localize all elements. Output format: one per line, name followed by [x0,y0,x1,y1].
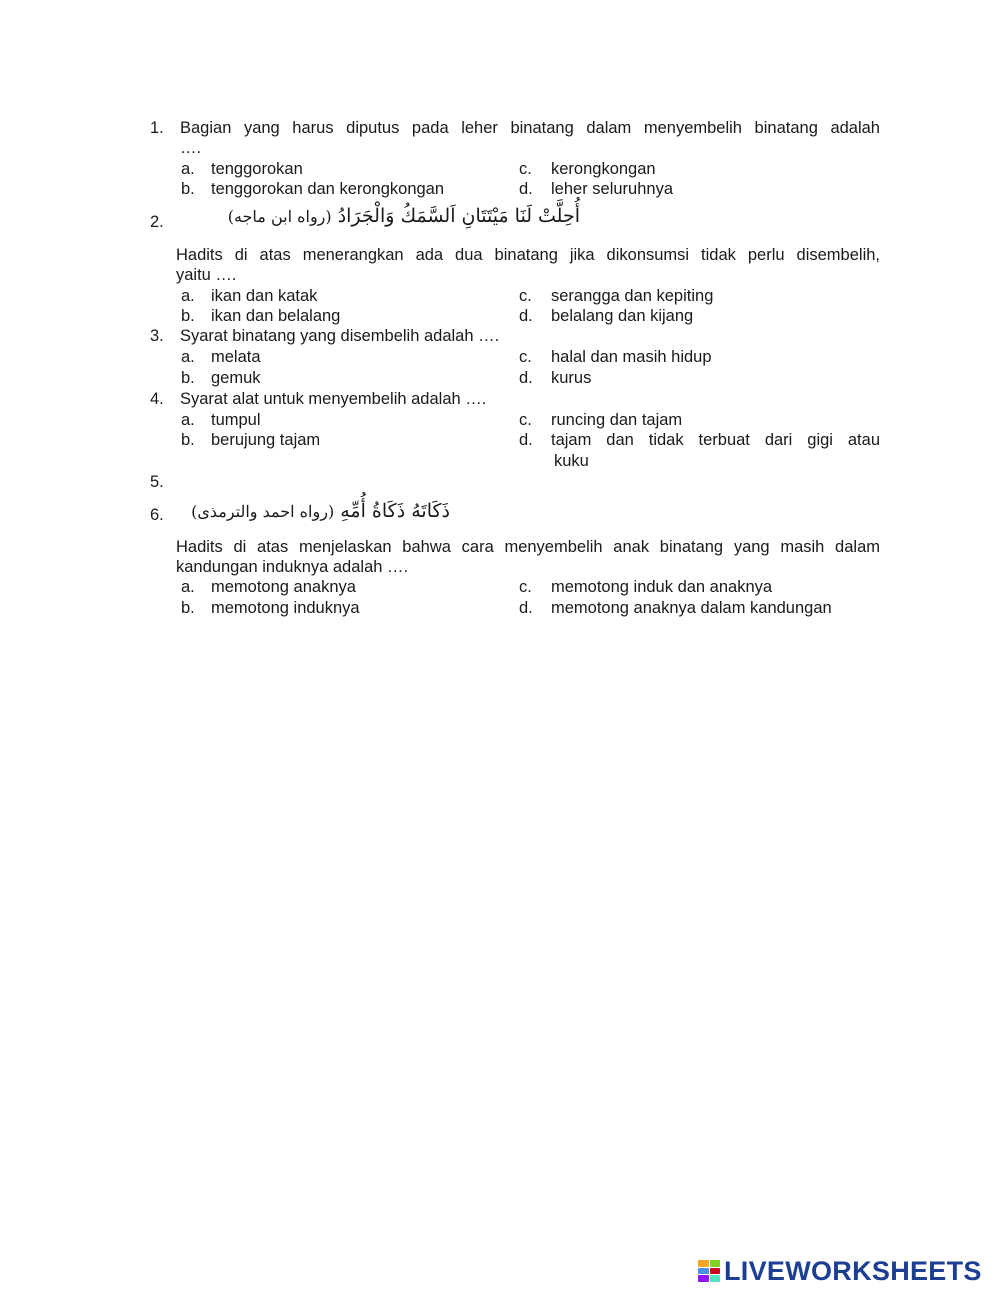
question-number: 4. [150,390,164,408]
question-text: Hadits di atas menjelaskan bahwa cara menyembelih anak binatang yang masih dalam [176,538,880,556]
option-d-label: d. [519,599,533,617]
arabic-hadith [191,497,450,526]
question-text-continued: …. [180,139,202,157]
liveworksheets-logo[interactable] [698,1257,982,1285]
option-a[interactable]: tumpul [211,411,261,429]
option-d[interactable]: leher seluruhnya [551,180,673,198]
option-d[interactable]: belalang dan kijang [551,307,694,325]
option-a-label: a. [181,578,195,596]
option-a-label: a. [181,287,195,305]
option-c[interactable]: kerongkongan [551,160,656,178]
option-a[interactable]: melata [211,348,261,366]
option-b[interactable]: memotong induknya [211,599,360,617]
question-number: 6. [150,506,164,524]
option-b-label: b. [181,369,195,387]
logo-block [710,1260,721,1267]
option-d-label: d. [519,431,533,449]
option-a[interactable]: ikan dan katak [211,287,318,305]
option-b[interactable]: tenggorokan dan kerongkongan [211,180,445,198]
option-b[interactable]: berujung tajam [211,431,321,449]
option-c[interactable]: runcing dan tajam [551,411,683,429]
option-d-label: d. [519,180,533,198]
question-number: 2. [150,213,164,231]
option-d[interactable]: kurus [551,369,592,387]
option-b-label: b. [181,431,195,449]
hadith-source: (رواه ابن ماجه) [227,207,332,226]
option-a-label: a. [181,348,195,366]
option-a-label: a. [181,411,195,429]
option-c[interactable]: memotong induk dan anaknya [551,578,773,596]
hadith-source: (رواه احمد والترمذى) [191,502,335,521]
option-d-label: d. [519,307,533,325]
arabic-hadith [228,202,580,231]
question-text: Hadits di atas menerangkan ada dua binatang jika dikonsumsi tidak perlu disembelih, [176,246,880,264]
brand-name: LIVEWORKSHEETS [724,1255,982,1286]
option-c-label: c. [519,578,532,596]
logo-block [698,1275,709,1282]
option-a[interactable]: tenggorokan [211,160,303,178]
option-b-label: b. [181,307,195,325]
option-b-label: b. [181,599,195,617]
logo-block [710,1275,721,1282]
option-b[interactable]: ikan dan belalang [211,307,341,325]
question-number: 3. [150,327,164,345]
option-c[interactable]: halal dan masih hidup [551,348,712,366]
option-d-continued[interactable]: kuku [554,452,589,470]
question-text: Syarat binatang yang disembelih adalah …. [180,327,500,345]
option-d-label: d. [519,369,533,387]
liveworksheets-logo-icon [698,1260,720,1282]
logo-block [698,1268,709,1275]
option-b-label: b. [181,180,195,198]
option-c[interactable]: serangga dan kepiting [551,287,714,305]
option-c-label: c. [519,160,532,178]
logo-block [698,1260,709,1267]
question-text: Syarat alat untuk menyembelih adalah …. [180,390,487,408]
option-d[interactable]: tajam dan tidak terbuat dari gigi atau [551,431,880,449]
option-a[interactable]: memotong anaknya [211,578,356,596]
option-d[interactable]: memotong anaknya dalam kandungan [551,599,832,617]
question-text: Bagian yang harus diputus pada leher binatang dalam menyembelih binatang adalah [180,119,880,137]
question-number: 5. [150,473,164,491]
logo-block [710,1268,721,1275]
question-text-continued: yaitu …. [176,266,237,284]
option-c-label: c. [519,348,532,366]
arabic-hadith-text: أُحِلَّتْ لَنَا مَيْتَتَانِ اَلسَّمَكُ وَالْجَرَادُ [337,205,580,227]
option-c-label: c. [519,411,532,429]
question-text-continued: kandungan induknya adalah …. [176,558,409,576]
question-number: 1. [150,119,164,137]
option-c-label: c. [519,287,532,305]
arabic-hadith-text: ذَكَاتَهُ ذَكَاةُ أُمِّهِ [340,500,450,522]
option-a-label: a. [181,160,195,178]
option-b[interactable]: gemuk [211,369,261,387]
